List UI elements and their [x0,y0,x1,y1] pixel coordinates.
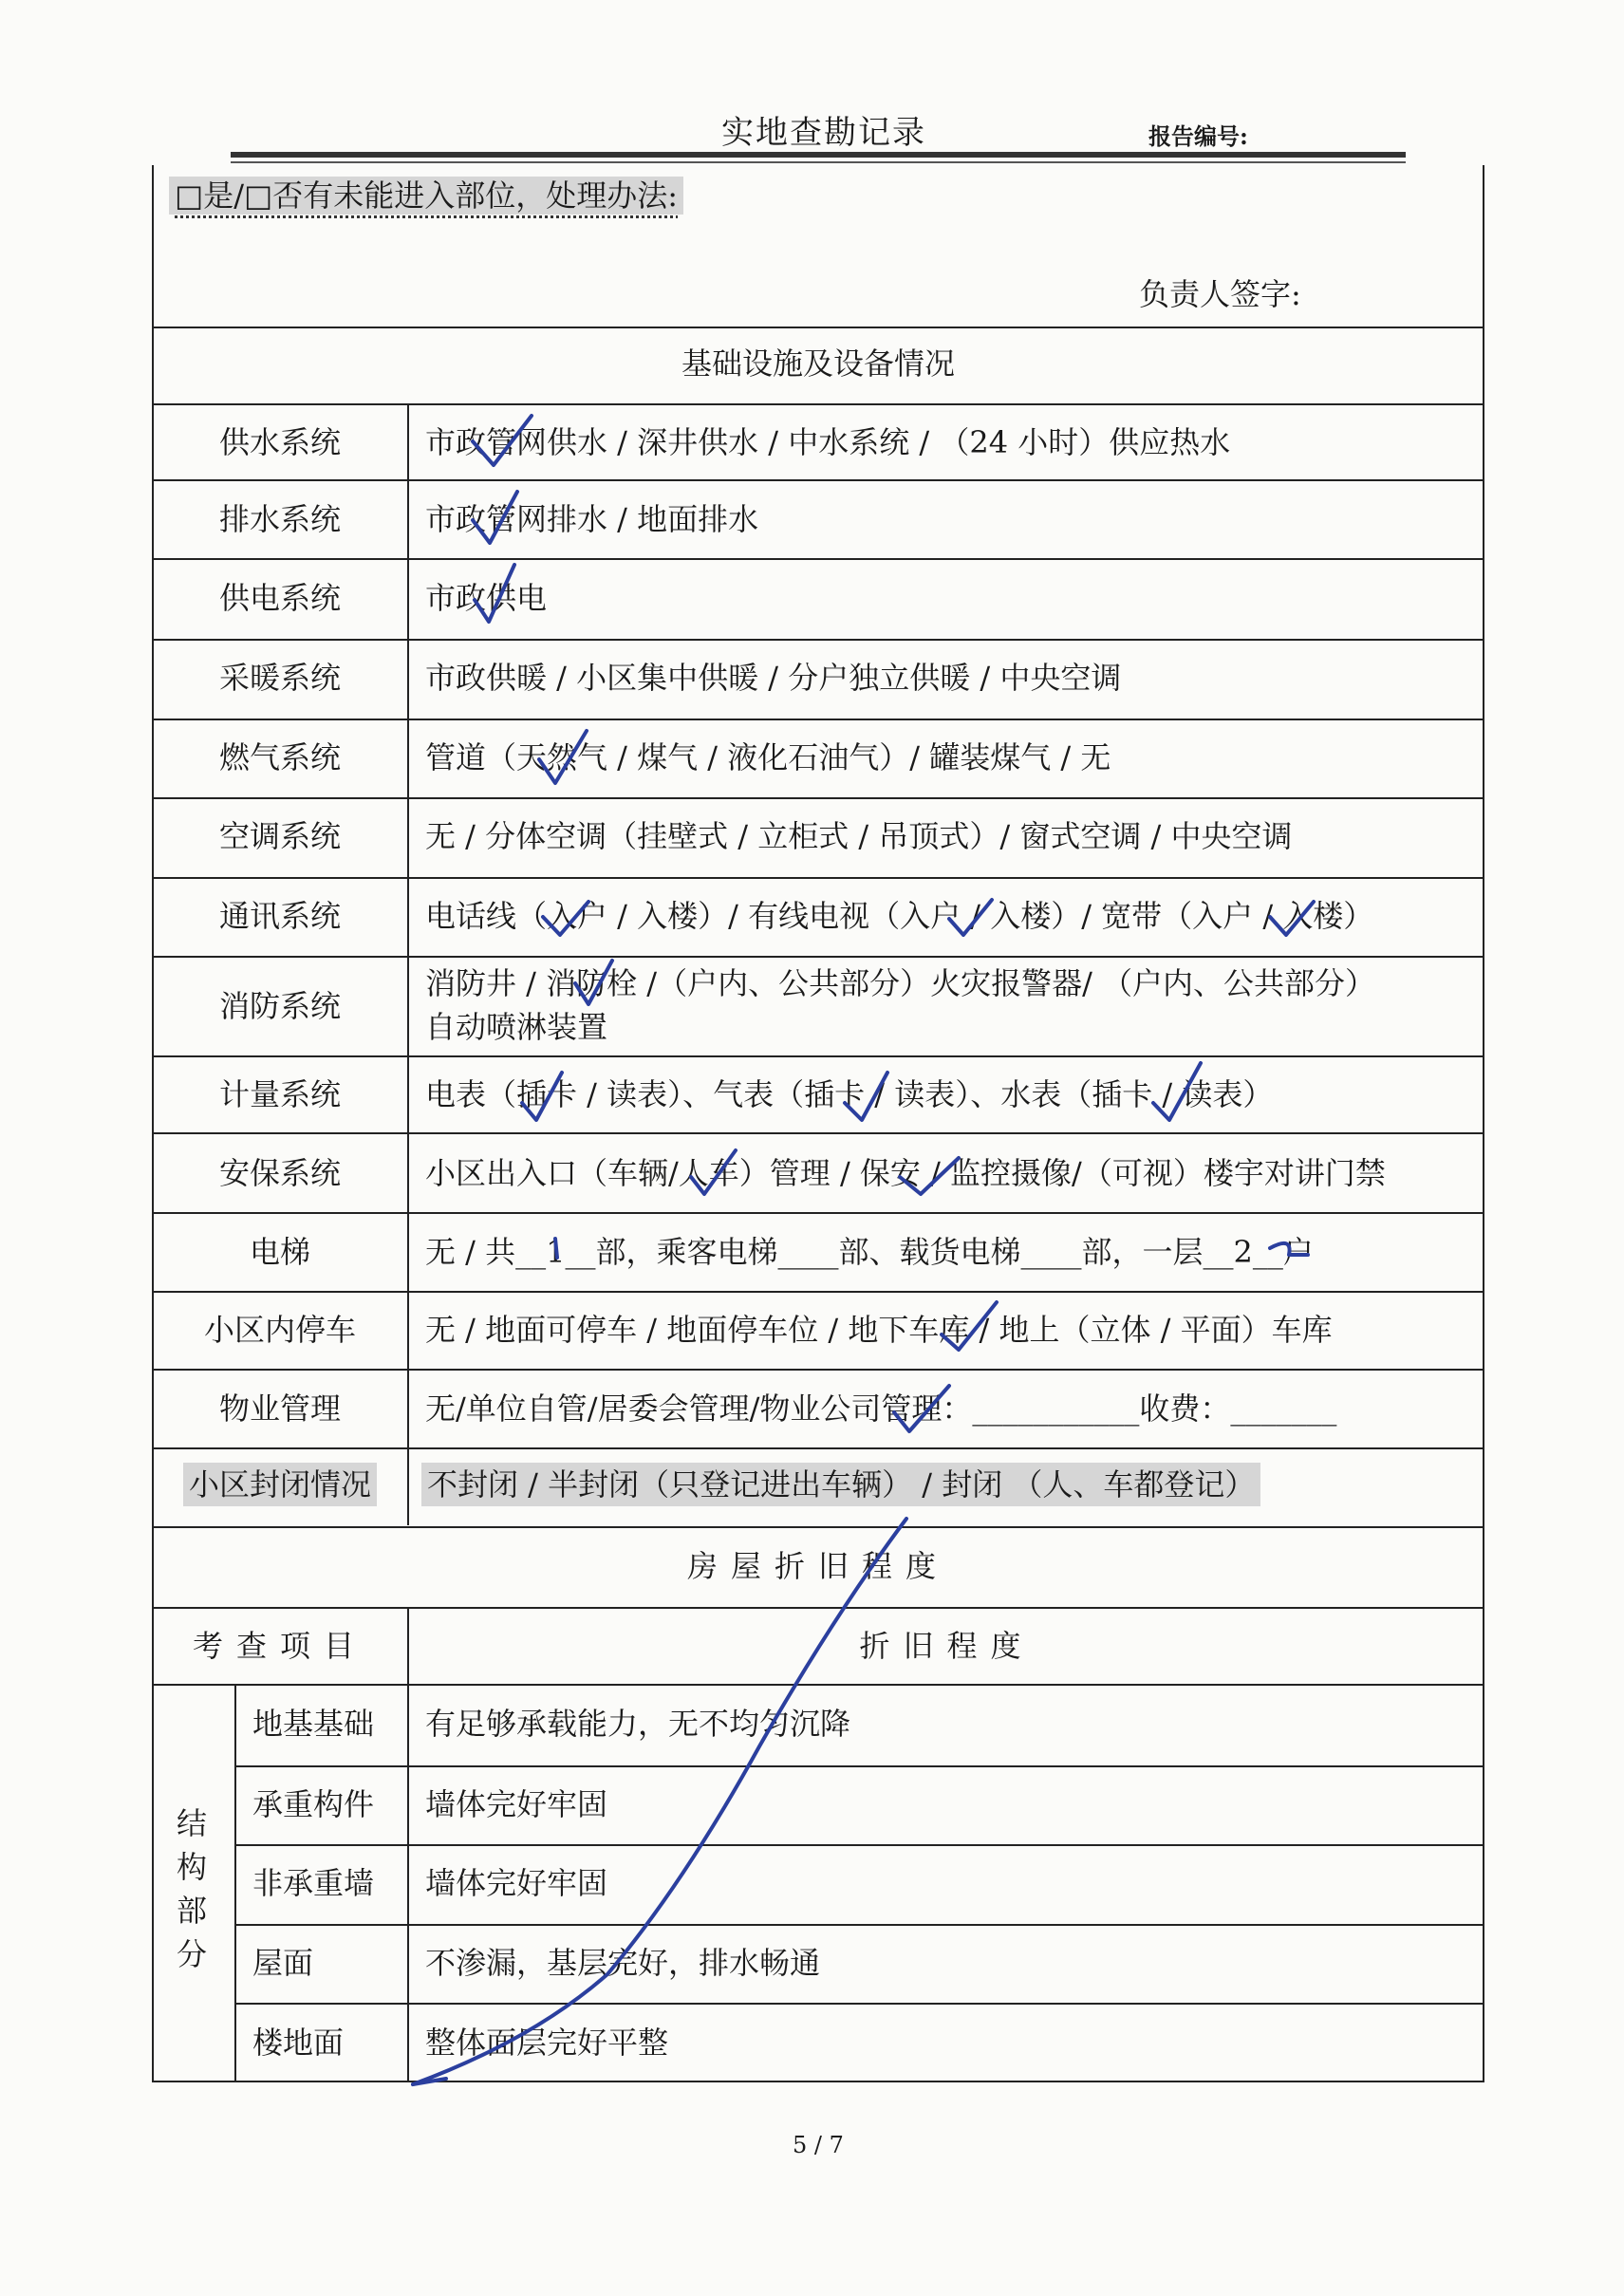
check-mark-icon [575,961,612,1004]
row-content-gas: 管道（天然气 / 煤气 / 液化石油气）/ 罐装煤气 / 无 [425,739,1111,775]
row-content-water-supply: 市政管网供水 / 深井供水 / 中水系统 / （24 小时）供应热水 [425,424,1231,460]
struct-content-bearing: 墙体完好牢固 [425,1786,608,1822]
row-label-fire: 消防系统 [218,988,341,1024]
check-mark-icon [845,1073,887,1120]
struct-label-nonbearing: 非承重墙 [252,1865,375,1901]
row-label-water-supply: 供水系统 [218,424,341,460]
struct-label-bearing: 承重构件 [252,1786,375,1822]
row-content-fire: 消防井 / 消防栓 /（户内、公共部分）火灾报警器/ （户内、公共部分） [425,965,1376,1001]
row-label-gas: 燃气系统 [218,739,341,775]
row-content-parking: 无 / 地面可停车 / 地面停车位 / 地下车库 / 地上（立体 / 平面）车库 [425,1312,1333,1348]
row-label-property-mgmt: 物业管理 [218,1391,341,1427]
dep-header-degree: 折旧程度 [859,1628,1035,1664]
struct-content-floor: 整体面层完好平整 [425,2025,669,2061]
row-content-power: 市政供电 [425,580,548,616]
struct-label-foundation: 地基基础 [252,1706,375,1742]
row-label-communication: 通讯系统 [218,898,341,934]
check-mark-icon [949,900,992,935]
struct-label-floor: 楼地面 [252,2025,345,2061]
report-number-label: 报告编号: [1148,122,1248,150]
section-depreciation-title: 房屋折旧程度 [686,1548,949,1584]
row-label-drainage: 排水系统 [218,501,341,537]
section-facilities-title: 基础设施及设备情况 [681,345,955,382]
row-label-elevator: 电梯 [249,1234,310,1270]
check-mark-icon [691,1150,736,1194]
row-content-heating: 市政供暖 / 小区集中供暖 / 分户独立供暖 / 中央空调 [425,660,1122,696]
signature-label: 负责人签字: [1139,276,1301,312]
hand-written-number [555,1239,557,1258]
row-label-power: 供电系统 [218,580,341,616]
check-mark-icon [539,731,587,783]
row-content-security: 小区出入口（车辆/人车）管理 / 保安 / 监控摄像/（可视）楼宇对讲门禁 [425,1155,1386,1191]
page-number: 5 / 7 [793,2132,844,2158]
row-content-property-mgmt: 无/单位自管/居委会管理/物业公司管理：___________收费：_______ [425,1391,1337,1427]
row-label-metering: 计量系统 [218,1076,341,1112]
row-label-parking: 小区内停车 [203,1312,356,1348]
row-content-metering: 电表（插卡 / 读表）、气表（插卡 / 读表）、水表（插卡 / 读表） [425,1076,1274,1112]
dep-header-item: 考查项目 [192,1628,367,1664]
check-mark-icon [473,416,532,465]
struct-label-roof: 屋面 [252,1945,314,1981]
struct-group-label: 结构部分 [177,1805,208,1972]
check-mark-icon [900,1158,959,1194]
check-mark-icon [473,492,517,543]
row-content-elevator: 无 / 共__1__部，乘客电梯____部、载货电梯____部，一层__2__户 [425,1234,1314,1270]
check-mark-icon [1153,1063,1201,1120]
row-content-aircon: 无 / 分体空调（挂壁式 / 立柜式 / 吊顶式）/ 窗式空调 / 中央空调 [425,818,1293,854]
check-mark-icon [894,1386,949,1431]
hand-written-number [1270,1243,1308,1255]
row-label-heating: 采暖系统 [218,660,341,696]
check-mark-icon [475,565,514,622]
struct-content-foundation: 有足够承载能力，无不均匀沉降 [425,1706,851,1742]
row-label-enclosure: 小区封闭情况 [183,1463,377,1506]
check-mark-icon [543,902,588,935]
struct-content-roof: 不渗漏，基层完好，排水畅通 [425,1945,821,1981]
access-question: □是/□否有未能进入部位，处理办法: [169,177,683,215]
check-mark-icon [522,1073,562,1120]
row-label-aircon: 空调系统 [218,818,341,854]
struct-content-nonbearing: 墙体完好牢固 [425,1865,608,1901]
row-content-drainage: 市政管网排水 / 地面排水 [425,501,759,537]
row-content-fire-line2: 自动喷淋装置 [425,1009,608,1045]
check-mark-icon [1270,902,1314,935]
page-title: 实地查勘记录 [721,114,926,152]
row-label-security: 安保系统 [218,1155,341,1191]
diagonal-slash-line [413,1519,906,2084]
row-content-enclosure: 不封闭 / 半封闭（只登记进出车辆） / 封闭 （人、车都登记） [421,1463,1260,1506]
row-content-communication: 电话线（入户 / 入楼）/ 有线电视（入户 / 入楼）/ 宽带（入户 / 入楼） [425,898,1374,934]
check-mark-icon [942,1302,997,1350]
